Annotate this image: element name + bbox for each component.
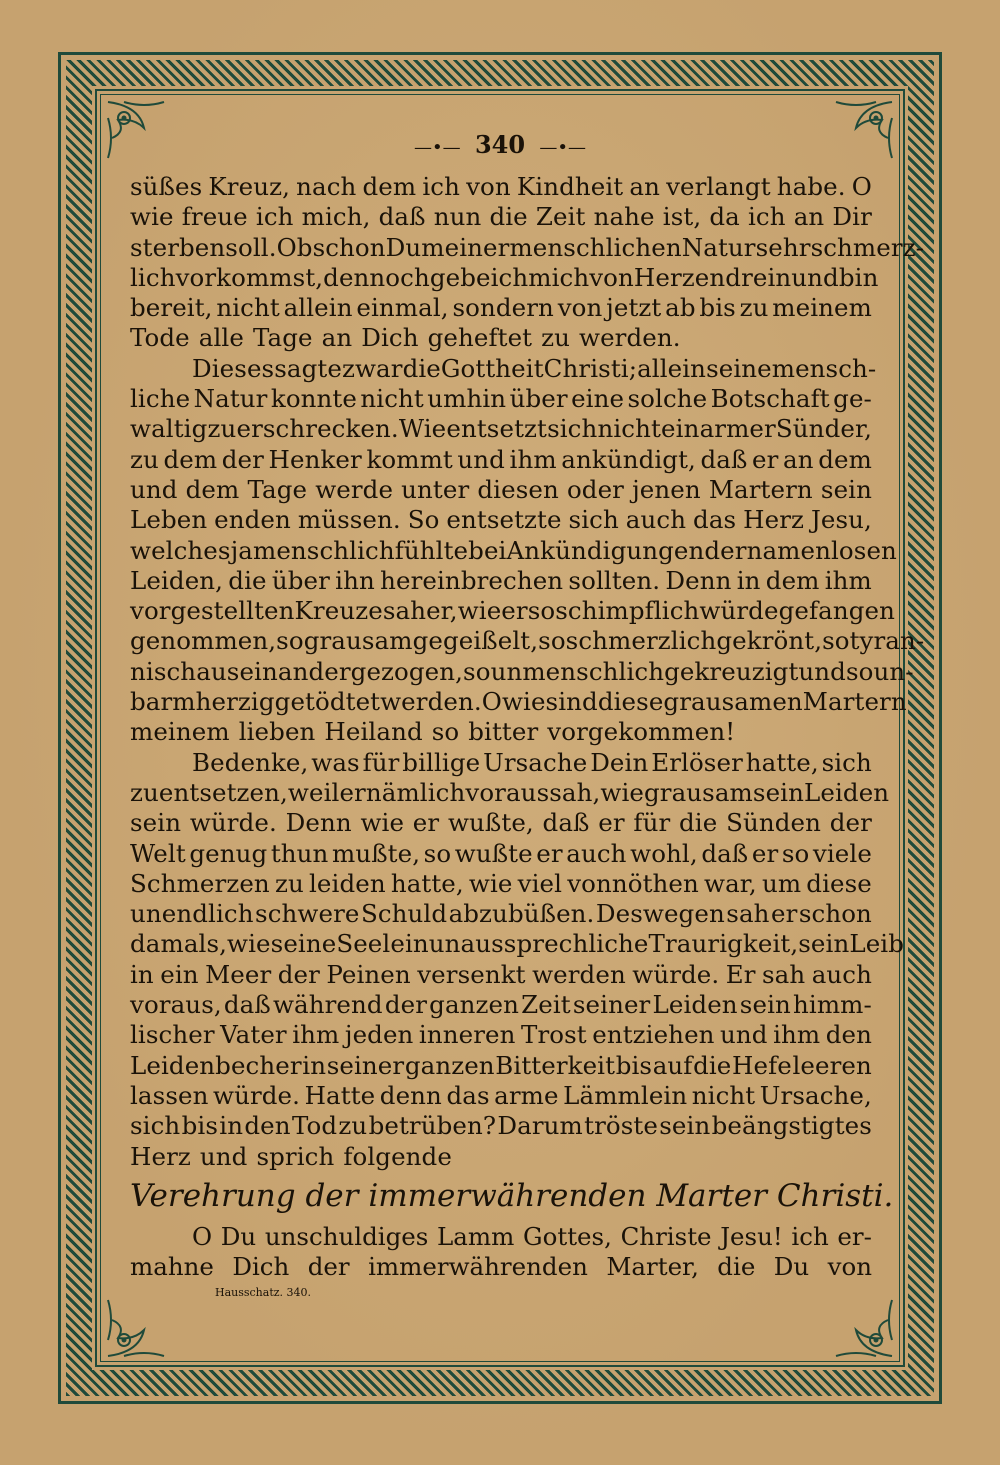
text-line: Leiden, die über ihn hereinbrechen sollten. Denn in dem ihm (130, 565, 872, 595)
text-line: waltig zu erschrecken. Wie entsetzt sich nicht ein armer Sünder, (130, 414, 872, 444)
text-line: sein würde. Denn wie er wußte, daß er für die Sünden der (130, 808, 872, 838)
text-line: unendlich schwere Schuld abzubüßen. Deswegen sah er schon (130, 899, 872, 929)
text-line: genommen, so grausam gegeißelt, so schmerzlich gekrönt, so tyran- (130, 626, 925, 656)
text-line: bereit, nicht allein einmal, sondern von jetzt ab bis zu meinem (130, 293, 872, 323)
text-line: Leben enden müssen. So entsetzte sich auch das Herz Jesu, (130, 505, 872, 535)
text-line: Schmerzen zu leiden hatte, wie viel vonnöthen war, um diese (130, 868, 872, 898)
text-line: Leidenbecher in seiner ganzen Bitterkeit bis auf die Hefe leeren (130, 1050, 872, 1080)
text-line: sterben soll. Obschon Du meiner menschlichen Natur sehr schmerz- (130, 232, 925, 262)
page-number: 340 (474, 130, 526, 159)
text-line: lassen würde. Hatte denn das arme Lämmlein nicht Ursache, (130, 1080, 872, 1110)
text-line: voraus, daß während der ganzen Zeit seiner Leiden sein himm- (130, 990, 872, 1020)
text-line: liche Natur konnte nicht umhin über eine solche Botschaft ge- (130, 384, 872, 414)
text-line: lischer Vater ihm jeden inneren Trost entziehen und ihm den (130, 1020, 872, 1050)
header-ornament-left-icon: —•— (413, 137, 461, 158)
text-line: wie freue ich mich, daß nun die Zeit nahe ist, da ich an Dir (130, 202, 872, 232)
text-line: Dieses sagte zwar die Gottheit Christi; allein seine mensch- (192, 353, 877, 383)
text-line: vorgestellten Kreuze sah er, wie er so schimpflich würde gefangen (130, 596, 895, 626)
prayer-text (130, 1222, 872, 1283)
text-line: Herz und sprich folgende (130, 1141, 452, 1171)
text-line: damals, wie seine Seele in unaussprechliche Traurigkeit, sein Leib (130, 929, 905, 959)
text-line: Tode alle Tage an Dich geheftet zu werden. (130, 323, 681, 353)
text-line: barmherzig getödtet werden. O wie sind diese grausamen Martern (130, 687, 907, 717)
text-line: welches ja menschlich fühlte bei Ankündigungen der namenlosen (130, 535, 897, 565)
footer-signature: Hausschatz. 340. (215, 1286, 312, 1299)
text-line: meinem lieben Heiland so bitter vorgekommen! (130, 717, 736, 747)
body-text (130, 172, 925, 1172)
corner-ornament-icon (826, 1290, 896, 1360)
text-line: zu dem der Henker kommt und ihm ankündigt, daß er an dem (130, 444, 872, 474)
text-line: zu entsetzen, weil er nämlich voraussah, wie grausam sein Leiden (130, 777, 890, 807)
text-line: und dem Tage werde unter diesen oder jenen Martern sein (130, 474, 872, 504)
text-line: mahne Dich der immerwährenden Marter, die Du von (130, 1252, 872, 1282)
text-line: O Du unschuldiges Lamm Gottes, Christe Jesu! ich er- (192, 1222, 872, 1251)
section-heading: Verehrung der immerwährenden Marter Christi. (130, 1178, 894, 1214)
text-line: Bedenke, was für billige Ursache Dein Erlöser hatte, sich (192, 747, 872, 777)
page-number-header (0, 130, 1000, 159)
text-line: sich bis in den Tod zu betrüben? Darum tröste sein beängstigtes (130, 1111, 872, 1141)
header-ornament-right-icon: —•— (539, 137, 587, 158)
text-line: nisch auseinandergezogen, so unmenschlich gekreuzigt und so un- (130, 656, 914, 686)
text-line: süßes Kreuz, nach dem ich von Kindheit an verlangt habe. O (130, 172, 872, 201)
text-line: Welt genug thun mußte, so wußte er auch wohl, daß er so viele (130, 838, 872, 868)
text-line: in ein Meer der Peinen versenkt werden würde. Er sah auch (130, 959, 872, 989)
text-line: lich vorkommst, dennoch gebe ich mich von Herzen drein und bin (130, 262, 879, 292)
corner-ornament-icon (104, 1290, 174, 1360)
